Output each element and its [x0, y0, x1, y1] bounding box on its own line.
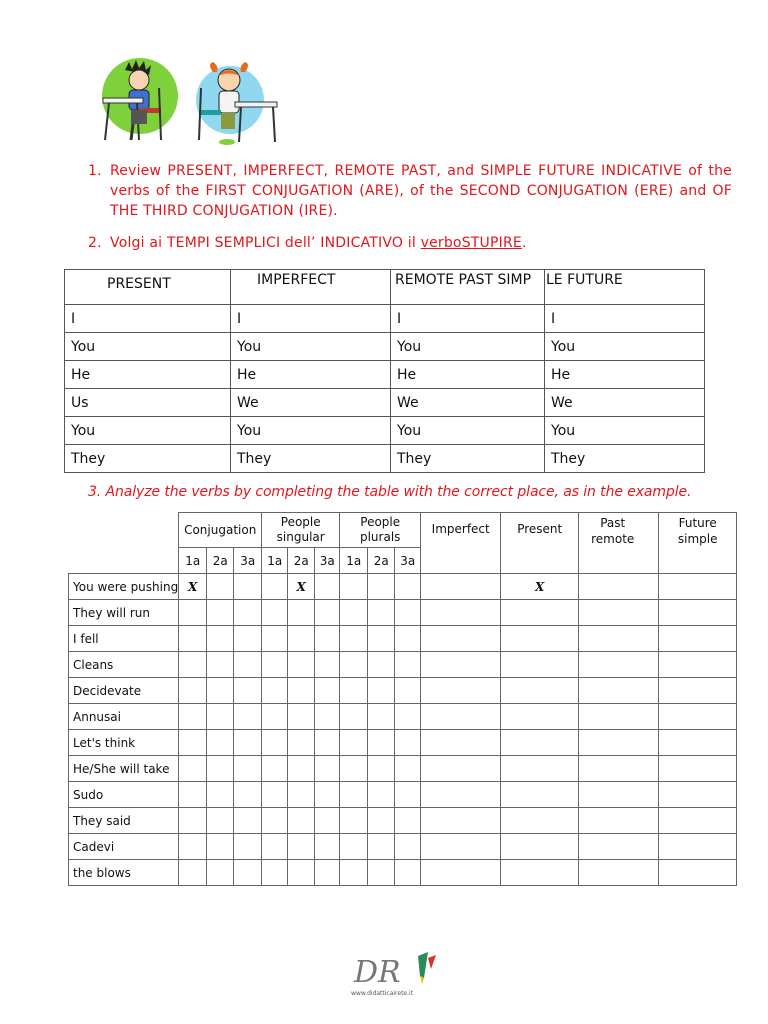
answer-cell[interactable] — [421, 652, 501, 678]
answer-cell[interactable] — [579, 678, 659, 704]
header-simple-future: LE FUTURE — [545, 270, 705, 305]
answer-cell[interactable] — [288, 808, 315, 834]
answer-cell[interactable] — [340, 626, 368, 652]
answer-cell[interactable] — [315, 782, 340, 808]
answer-cell[interactable] — [659, 808, 737, 834]
answer-cell[interactable] — [234, 574, 262, 600]
tenses-table — [64, 269, 705, 473]
answer-cell[interactable] — [207, 652, 234, 678]
answer-cell[interactable] — [340, 730, 368, 756]
verb-row — [69, 782, 737, 808]
tenses-header-row — [65, 270, 705, 305]
subheader-person-label: 2a — [288, 548, 315, 574]
answer-cell[interactable] — [421, 704, 501, 730]
answer-cell[interactable] — [395, 704, 421, 730]
answer-cell[interactable] — [421, 600, 501, 626]
answer-cell[interactable] — [340, 808, 368, 834]
answer-cell[interactable] — [368, 860, 395, 886]
answer-cell[interactable] — [315, 574, 340, 600]
subheader-person-label: 3a — [315, 548, 340, 574]
verb-label: They will run — [69, 600, 179, 626]
tenses-cell: He — [231, 361, 391, 389]
answer-cell[interactable] — [288, 860, 315, 886]
answer-cell[interactable] — [368, 704, 395, 730]
answer-cell[interactable] — [659, 704, 737, 730]
subheader-person-label: 3a — [234, 548, 262, 574]
tenses-cell: He — [391, 361, 545, 389]
header-blank — [69, 513, 179, 548]
tenses-cell: I — [545, 305, 705, 333]
answer-cell[interactable] — [501, 756, 579, 782]
answer-cell[interactable] — [659, 626, 737, 652]
answer-cell[interactable] — [421, 626, 501, 652]
answer-cell[interactable] — [315, 652, 340, 678]
verb-row — [69, 574, 737, 600]
answer-cell[interactable] — [368, 782, 395, 808]
answer-cell[interactable] — [234, 782, 262, 808]
answer-cell[interactable] — [368, 756, 395, 782]
answer-cell[interactable] — [579, 600, 659, 626]
instruction-2-prefix: Volgi ai TEMPI SEMPLICI dell’ INDICATIVO il — [110, 235, 421, 251]
subheader-person-label: 1a — [179, 548, 207, 574]
tenses-cell: You — [65, 417, 231, 445]
answer-cell[interactable] — [234, 652, 262, 678]
answer-cell[interactable] — [207, 678, 234, 704]
answer-cell[interactable] — [262, 600, 288, 626]
answer-cell[interactable] — [288, 652, 315, 678]
answer-cell[interactable] — [207, 756, 234, 782]
instruction-2-text — [110, 233, 732, 253]
answer-cell[interactable] — [234, 834, 262, 860]
answer-cell[interactable] — [368, 626, 395, 652]
answer-cell[interactable] — [179, 860, 207, 886]
answer-cell[interactable] — [179, 782, 207, 808]
answer-cell[interactable] — [395, 678, 421, 704]
tenses-cell: They — [391, 445, 545, 473]
answer-cell[interactable] — [234, 730, 262, 756]
tenses-row — [65, 417, 705, 445]
answer-cell[interactable] — [395, 652, 421, 678]
answer-cell[interactable] — [288, 756, 315, 782]
tenses-cell: Us — [65, 389, 231, 417]
header-present: Present — [501, 513, 579, 574]
instruction-1-text: Review PRESENT, IMPERFECT, REMOTE PAST, and SIMPLE FUTURE INDICATIVE of the verbs of the FIRST CONJUGATION (ARE), of the SECOND CONJUGATION (ERE) and OF THE THIRD CONJUGATION (IRE). — [110, 163, 732, 219]
answer-cell[interactable] — [579, 730, 659, 756]
verb-row — [69, 600, 737, 626]
answer-cell[interactable] — [207, 704, 234, 730]
answer-cell[interactable] — [179, 730, 207, 756]
logo-letters: DR — [354, 955, 401, 990]
answer-cell[interactable] — [579, 808, 659, 834]
answer-cell[interactable] — [262, 678, 288, 704]
tenses-row — [65, 361, 705, 389]
answer-cell[interactable] — [659, 678, 737, 704]
verb-label: Cleans — [69, 652, 179, 678]
answer-cell[interactable] — [262, 782, 288, 808]
answer-cell[interactable] — [501, 704, 579, 730]
answer-cell[interactable] — [659, 782, 737, 808]
tenses-cell: They — [65, 445, 231, 473]
verb-analysis-table — [68, 512, 737, 886]
tenses-cell: I — [231, 305, 391, 333]
answer-cell[interactable] — [368, 730, 395, 756]
answer-cell[interactable] — [368, 600, 395, 626]
tenses-row — [65, 333, 705, 361]
tenses-cell: He — [545, 361, 705, 389]
instruction-2-verb: verboSTUPIRE — [420, 235, 522, 251]
answer-cell[interactable] — [207, 574, 234, 600]
students-illustration — [95, 58, 285, 146]
verb-row — [69, 678, 737, 704]
example-mark: X — [188, 579, 198, 594]
answer-cell[interactable] — [315, 730, 340, 756]
answer-cell[interactable] — [501, 730, 579, 756]
answer-cell[interactable] — [659, 574, 737, 600]
answer-cell[interactable] — [262, 574, 288, 600]
answer-cell[interactable] — [288, 730, 315, 756]
answer-cell[interactable] — [262, 704, 288, 730]
answer-cell[interactable] — [288, 782, 315, 808]
header-people-singular: People singular — [262, 513, 340, 548]
example-mark: X — [296, 579, 306, 594]
answer-cell[interactable] — [395, 756, 421, 782]
answer-cell[interactable] — [421, 756, 501, 782]
answer-cell[interactable] — [262, 860, 288, 886]
header-remote-past: REMOTE PAST SIMP — [391, 270, 545, 305]
answer-cell[interactable] — [395, 626, 421, 652]
answer-cell[interactable] — [234, 678, 262, 704]
verb-label: I fell — [69, 626, 179, 652]
answer-cell[interactable] — [234, 600, 262, 626]
answer-cell[interactable] — [340, 834, 368, 860]
verb-label: Sudo — [69, 782, 179, 808]
tenses-cell: He — [65, 361, 231, 389]
verb-label: Let's think — [69, 730, 179, 756]
subheader-person-label: 2a — [207, 548, 234, 574]
answer-cell[interactable] — [179, 652, 207, 678]
answer-cell[interactable] — [501, 652, 579, 678]
example-mark: X — [535, 579, 545, 594]
answer-cell[interactable] — [179, 808, 207, 834]
answer-cell[interactable] — [315, 600, 340, 626]
tenses-cell: You — [391, 333, 545, 361]
answer-cell[interactable] — [179, 678, 207, 704]
answer-cell[interactable] — [368, 834, 395, 860]
answer-cell[interactable] — [179, 834, 207, 860]
answer-cell[interactable] — [207, 782, 234, 808]
tenses-row — [65, 445, 705, 473]
answer-cell[interactable] — [659, 834, 737, 860]
verb-row — [69, 756, 737, 782]
answer-cell[interactable] — [579, 626, 659, 652]
answer-cell[interactable] — [288, 626, 315, 652]
answer-cell[interactable] — [315, 756, 340, 782]
verb-row — [69, 834, 737, 860]
instruction-1 — [88, 161, 732, 221]
tenses-cell: I — [65, 305, 231, 333]
verb-label: Cadevi — [69, 834, 179, 860]
answer-cell[interactable] — [179, 600, 207, 626]
instruction-1-number: 1. — [88, 163, 102, 179]
tenses-row — [65, 305, 705, 333]
tenses-cell: We — [231, 389, 391, 417]
verb-row — [69, 652, 737, 678]
answer-cell[interactable] — [234, 860, 262, 886]
answer-cell[interactable] — [421, 730, 501, 756]
answer-cell[interactable] — [340, 860, 368, 886]
answer-cell[interactable] — [262, 730, 288, 756]
answer-cell[interactable] — [179, 756, 207, 782]
header-people-plurals: People plurals — [340, 513, 421, 548]
subheader-person-label: 1a — [340, 548, 368, 574]
answer-cell[interactable] — [340, 756, 368, 782]
answer-cell[interactable] — [288, 600, 315, 626]
answer-cell[interactable] — [395, 834, 421, 860]
verb-label: Annusai — [69, 704, 179, 730]
answer-cell[interactable] — [207, 626, 234, 652]
analysis-header-row — [69, 513, 737, 548]
header-imperfect: IMPERFECT — [231, 270, 391, 305]
answer-cell[interactable] — [659, 730, 737, 756]
answer-cell[interactable] — [262, 652, 288, 678]
answer-cell[interactable] — [207, 860, 234, 886]
tenses-cell: You — [545, 333, 705, 361]
answer-cell[interactable] — [207, 730, 234, 756]
boy-at-desk-icon — [102, 58, 178, 140]
tenses-cell: You — [231, 417, 391, 445]
tenses-cell: I — [391, 305, 545, 333]
tenses-row — [65, 389, 705, 417]
verb-row — [69, 860, 737, 886]
answer-cell[interactable] — [315, 678, 340, 704]
answer-cell[interactable] — [579, 652, 659, 678]
verb-label: They said — [69, 808, 179, 834]
tenses-cell: You — [391, 417, 545, 445]
answer-cell[interactable] — [262, 834, 288, 860]
answer-cell[interactable] — [421, 574, 501, 600]
answer-cell[interactable] — [340, 600, 368, 626]
answer-cell[interactable] — [262, 626, 288, 652]
answer-cell[interactable] — [579, 782, 659, 808]
answer-cell[interactable] — [262, 808, 288, 834]
answer-cell[interactable] — [207, 808, 234, 834]
verb-row — [69, 704, 737, 730]
answer-cell[interactable] — [395, 574, 421, 600]
answer-cell[interactable] — [395, 600, 421, 626]
tenses-cell: You — [65, 333, 231, 361]
answer-cell[interactable] — [579, 834, 659, 860]
answer-cell[interactable] — [501, 678, 579, 704]
answer-cell[interactable] — [315, 626, 340, 652]
instruction-2 — [88, 233, 732, 253]
answer-cell[interactable] — [288, 704, 315, 730]
answer-cell[interactable] — [368, 808, 395, 834]
answer-cell[interactable] — [579, 574, 659, 600]
answer-cell[interactable] — [179, 704, 207, 730]
answer-cell[interactable] — [501, 782, 579, 808]
answer-cell[interactable] — [579, 860, 659, 886]
subheader-person-label: 2a — [368, 548, 395, 574]
instruction-2-number: 2. — [88, 235, 102, 251]
header-imperfect: Imperfect — [421, 513, 501, 574]
header-conjugation: Conjugation — [179, 513, 262, 548]
answer-cell[interactable] — [262, 756, 288, 782]
answer-cell[interactable] — [368, 678, 395, 704]
verb-label: You were pushing — [69, 574, 179, 600]
answer-cell[interactable] — [395, 860, 421, 886]
answer-cell[interactable] — [421, 782, 501, 808]
header-present: PRESENT — [65, 270, 231, 305]
answer-cell[interactable] — [234, 704, 262, 730]
verb-label: Decidevate — [69, 678, 179, 704]
answer-cell[interactable] — [340, 678, 368, 704]
answer-cell[interactable] — [579, 756, 659, 782]
answer-cell[interactable] — [234, 626, 262, 652]
answer-cell[interactable] — [659, 652, 737, 678]
instruction-2-suffix: . — [521, 235, 527, 251]
tenses-cell: You — [231, 333, 391, 361]
logo-url: www.didatticairete.it — [351, 990, 414, 997]
answer-cell[interactable] — [501, 834, 579, 860]
answer-cell[interactable] — [421, 678, 501, 704]
verb-row — [69, 730, 737, 756]
answer-cell[interactable] — [234, 756, 262, 782]
answer-cell[interactable] — [340, 704, 368, 730]
answer-cell[interactable] — [395, 730, 421, 756]
answer-cell[interactable] — [501, 860, 579, 886]
answer-cell[interactable] — [501, 808, 579, 834]
answer-cell[interactable] — [340, 782, 368, 808]
answer-cell[interactable] — [288, 574, 315, 600]
verb-label: the blows — [69, 860, 179, 886]
answer-cell[interactable] — [501, 626, 579, 652]
header-future-simple: Future simple — [659, 513, 737, 574]
instruction-3: 3. Analyze the verbs by completing the table with the correct place, as in the example. — [88, 484, 692, 500]
tenses-cell: They — [231, 445, 391, 473]
answer-cell[interactable] — [579, 704, 659, 730]
answer-cell[interactable] — [421, 834, 501, 860]
answer-cell[interactable] — [179, 574, 207, 600]
answer-cell[interactable] — [659, 600, 737, 626]
tenses-cell: We — [391, 389, 545, 417]
answer-cell[interactable] — [207, 600, 234, 626]
verb-row — [69, 808, 737, 834]
answer-cell[interactable] — [315, 808, 340, 834]
verb-label: He/She will take — [69, 756, 179, 782]
tenses-cell: We — [545, 389, 705, 417]
answer-cell[interactable] — [395, 808, 421, 834]
answer-cell[interactable] — [421, 860, 501, 886]
answer-cell[interactable] — [368, 574, 395, 600]
answer-cell[interactable] — [288, 678, 315, 704]
answer-cell[interactable] — [288, 834, 315, 860]
answer-cell[interactable] — [421, 808, 501, 834]
answer-cell[interactable] — [395, 782, 421, 808]
answer-cell[interactable] — [368, 652, 395, 678]
answer-cell[interactable] — [315, 704, 340, 730]
header-past-remote: Past remote — [579, 513, 659, 574]
girl-at-desk-icon — [196, 62, 277, 145]
answer-cell[interactable] — [315, 860, 340, 886]
answer-cell[interactable] — [501, 574, 579, 600]
subheader-blank — [69, 548, 179, 574]
answer-cell[interactable] — [207, 834, 234, 860]
answer-cell[interactable] — [659, 756, 737, 782]
answer-cell[interactable] — [315, 834, 340, 860]
answer-cell[interactable] — [179, 626, 207, 652]
tenses-cell: They — [545, 445, 705, 473]
answer-cell[interactable] — [340, 574, 368, 600]
answer-cell[interactable] — [340, 652, 368, 678]
subheader-person-label: 3a — [395, 548, 421, 574]
answer-cell[interactable] — [234, 808, 262, 834]
answer-cell[interactable] — [659, 860, 737, 886]
subheader-person-label: 1a — [262, 548, 288, 574]
tenses-cell: You — [545, 417, 705, 445]
answer-cell[interactable] — [501, 600, 579, 626]
verb-row — [69, 626, 737, 652]
